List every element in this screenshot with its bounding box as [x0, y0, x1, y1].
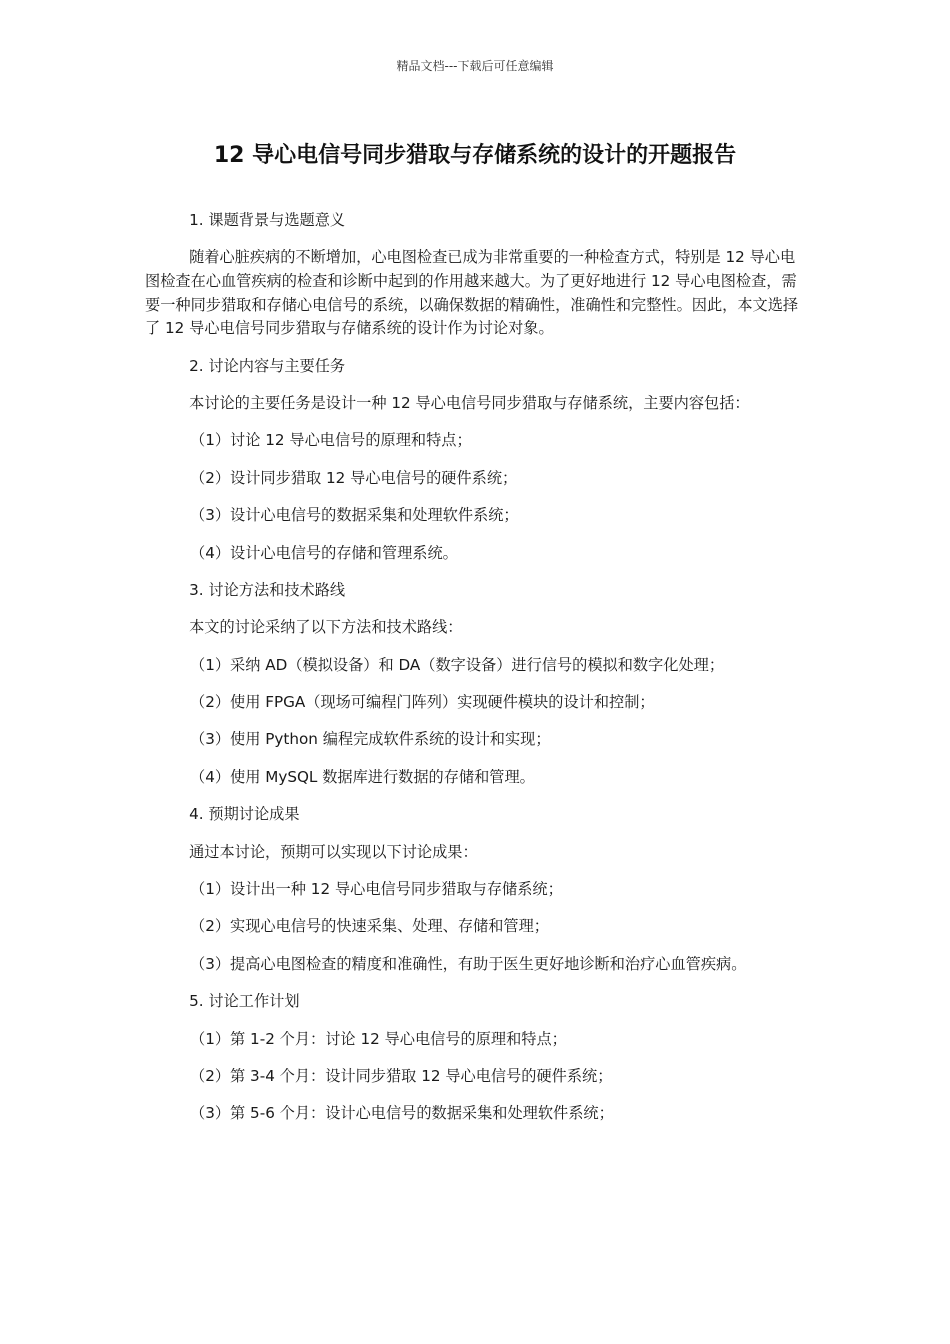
paragraph-background: 随着心脏疾病的不断增加，心电图检查已成为非常重要的一种检查方式，特别是 12 导心电图检查在心血管疾病的检查和诊断中起到的作用越来越大。为了更好地进行 12 导心电图检查，需要一种同步猎取和存储心电信号的系统，以确保数据的精确性，准确性和完整性。因此，本文选择了 12 导心电信号同步猎取与存储系统的设计作为讨论对象。 [145, 248, 799, 338]
list-item: （3）提高心电图检查的精度和准确性，有助于医生更好地诊断和治疗心血管疾病。 [190, 954, 747, 973]
section-heading-method: 3. 讨论方法和技术路线 [189, 580, 346, 599]
list-item: （3）设计心电信号的数据采集和处理软件系统； [190, 506, 519, 525]
header-note: 精品文档---下载后可任意编辑 [396, 59, 554, 73]
list-item: （1）采纳 AD（模拟设备）和 DA（数字设备）进行信号的模拟和数字化处理； [190, 655, 725, 674]
paragraph-method-intro: 本文的讨论采纳了以下方法和技术路线： [189, 618, 463, 637]
list-item: （1）讨论 12 导心电信号的原理和特点； [190, 431, 472, 450]
list-item: （4）使用 MySQL 数据库进行数据的存储和管理。 [190, 767, 535, 786]
paragraph-results-intro: 通过本讨论，预期可以实现以下讨论成果： [189, 842, 478, 861]
document-title: 12 导心电信号同步猎取与存储系统的设计的开题报告 [213, 143, 737, 168]
list-item: （3）第 5-6 个月：设计心电信号的数据采集和处理软件系统； [190, 1104, 614, 1123]
list-item: （2）使用 FPGA（现场可编程门阵列）实现硬件模块的设计和控制； [190, 693, 655, 712]
section-heading-plan: 5. 讨论工作计划 [189, 992, 300, 1011]
section-heading-results: 4. 预期讨论成果 [189, 805, 300, 824]
list-item: （2）设计同步猎取 12 导心电信号的硬件系统； [190, 468, 518, 487]
list-item: （1）第 1-2 个月：讨论 12 导心电信号的原理和特点； [190, 1029, 567, 1048]
list-item: （3）使用 Python 编程完成软件系统的设计和实现； [190, 730, 551, 749]
list-item: （2）实现心电信号的快速采集、处理、存储和管理； [190, 917, 549, 936]
paragraph-content-intro: 本讨论的主要任务是设计一种 12 导心电信号同步猎取与存储系统，主要内容包括： [189, 393, 750, 412]
list-item: （1）设计出一种 12 导心电信号同步猎取与存储系统； [190, 880, 563, 899]
section-heading-background: 1. 课题背景与选题意义 [189, 211, 346, 229]
list-item: （4）设计心电信号的存储和管理系统。 [190, 543, 458, 562]
list-item: （2）第 3-4 个月：设计同步猎取 12 导心电信号的硬件系统； [190, 1066, 613, 1085]
section-heading-content: 2. 讨论内容与主要任务 [189, 356, 346, 375]
document-body [145, 209, 807, 1140]
